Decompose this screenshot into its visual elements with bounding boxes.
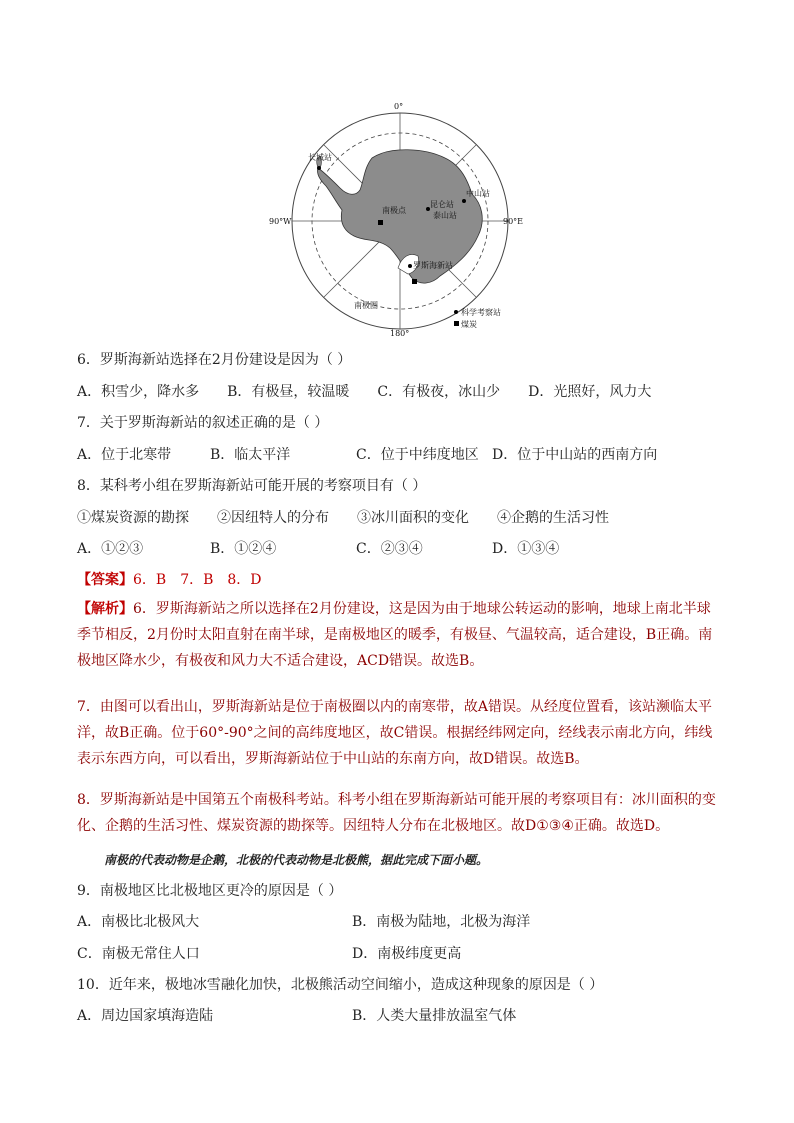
deg-left: 90°W: [269, 217, 292, 226]
answer-text: 6．B 7．B 8．D: [133, 572, 262, 588]
deg-bottom: 180°: [390, 329, 410, 336]
analysis-q6: [77, 596, 717, 674]
q9-option-b: B．南极为陆地，北极为海洋: [352, 914, 531, 930]
south-pole-label: 南极点: [382, 206, 406, 215]
great-wall-label: 长城站: [308, 153, 332, 162]
legend-station: 科学考察站: [461, 308, 501, 317]
answer-line: [77, 570, 262, 590]
legend-coal: 煤炭: [461, 320, 477, 329]
q10-stem: 10．近年来，极地冰雪融化加快，北极熊活动空间缩小，造成这种现象的原因是（ ）: [77, 977, 604, 993]
circle-label: 南极圈: [354, 301, 378, 310]
analysis-label: 【解析】: [77, 601, 133, 617]
q7-option-a: A．位于北寒带: [77, 447, 172, 463]
q6-options: A．积雪少，降水多 B．有极昼，较温暖 C．有极夜，冰山少 D．光照好，风力大: [77, 384, 652, 400]
taishan-label: 泰山站: [433, 211, 457, 220]
q10-option-b: B．人类大量排放温室气体: [352, 1008, 517, 1024]
analysis-p7: 7．由图可以看出山，罗斯海新站是位于南极圈以内的南寒带，故A错误。从经度位置看，该站濒临太平洋，故B正确。位于60°-90°之间的高纬度地区，故C错误。根据经纬网定向，经线表示南北方向，纬线表示东西方向，可以看出，罗斯海新站位于中山站的东南方向，故D错误。故选B。: [77, 699, 713, 767]
deg-top: 0°: [394, 102, 404, 111]
intro-text: 南极的代表动物是企鹅，北极的代表动物是北极熊，据此完成下面小题。: [104, 853, 489, 867]
q7-stem: 7．关于罗斯海新站的叙述正确的是（ ）: [77, 415, 329, 431]
answer-label: 【答案】: [77, 572, 133, 588]
q8-items: ①煤炭资源的勘探 ②因纽特人的分布 ③冰川面积的变化 ④企鹅的生活习性: [77, 510, 609, 526]
q7-option-c: C．位于中纬度地区: [356, 447, 479, 463]
antarctica-map: [250, 96, 550, 336]
ross-label: 罗斯海新站: [413, 261, 453, 270]
q7-option-b: B．临太平洋: [210, 447, 291, 463]
q8-option-b: B．①②④: [210, 541, 277, 557]
q6-stem: 6．罗斯海新站选择在2月份建设是因为（ ）: [77, 352, 352, 368]
deg-right: 90°E: [503, 217, 524, 226]
q8-option-d: D．①③④: [492, 541, 560, 557]
q9-stem: 9．南极地区比北极地区更冷的原因是（ ）: [77, 883, 343, 899]
q9-option-d: D．南极纬度更高: [352, 946, 462, 962]
coal-marker-ross: [412, 279, 417, 284]
coal-marker-pole: [378, 220, 383, 225]
q9-option-a: A．南极比北极风大: [77, 914, 200, 930]
q9-option-c: C．南极无常住人口: [77, 946, 200, 962]
kunlun-label: 昆仑站: [430, 200, 454, 209]
q8-option-a: A．①②③: [77, 541, 144, 557]
zhongshan-label: 中山站: [466, 189, 490, 198]
q8-option-c: C．②③④: [356, 541, 423, 557]
q10-option-a: A．周边国家填海造陆: [77, 1008, 214, 1024]
q7-option-d: D．位于中山站的西南方向: [492, 447, 658, 463]
q8-stem: 8．某科考小组在罗斯海新站可能开展的考察项目有（ ）: [77, 478, 427, 494]
analysis-p8: 8．罗斯海新站是中国第五个南极科考站。科考小组在罗斯海新站可能开展的考察项目有：冰川面积的变化、企鹅的生活习性、煤炭资源的勘探等。因纽特人分布在北极地区。故D①③④正确。故选D。: [77, 792, 716, 834]
analysis-p6: 6．罗斯海新站之所以选择在2月份建设，这是因为由于地球公转运动的影响，地球上南北半球季节相反，2月份时太阳直射在南半球，是南极地区的暖季，有极昼、气温较高，适合建设，B正确。南极地区降水少，有极夜和风力大不适合建设，ACD错误。故选B。: [77, 601, 713, 669]
